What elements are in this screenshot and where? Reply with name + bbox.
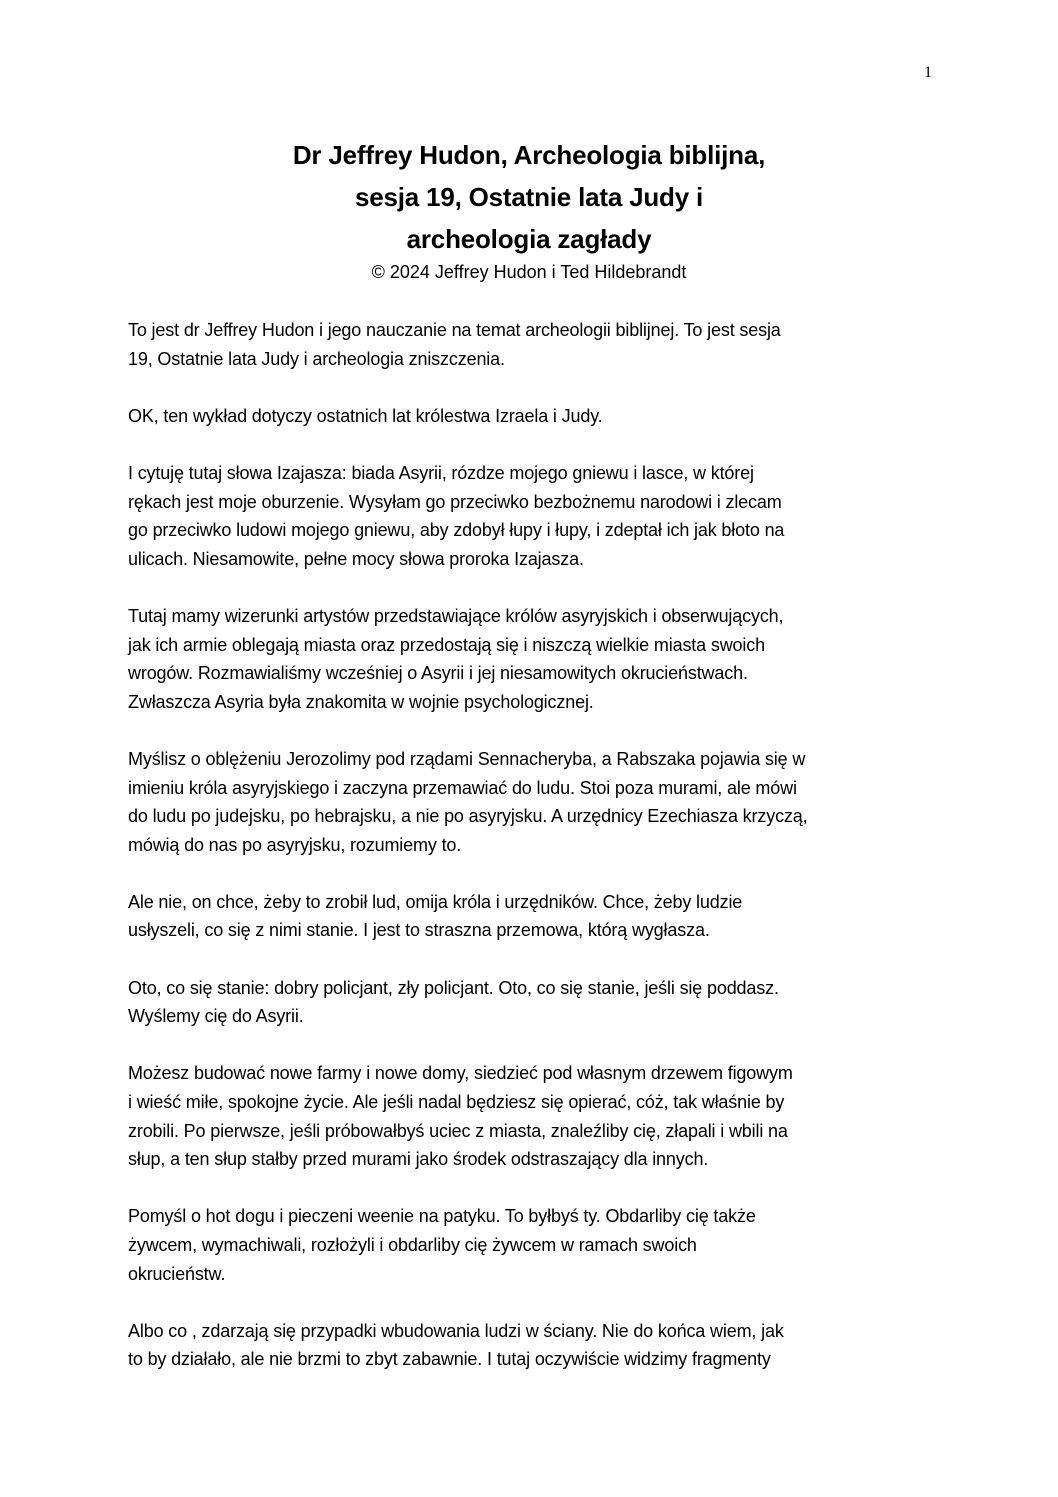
text-line: To jest dr Jeffrey Hudon i jego nauczanie na temat archeologii biblijnej. To jest sesja xyxy=(128,320,781,340)
text-line: 19, Ostatnie lata Judy i archeologia zniszczenia. xyxy=(128,348,505,369)
text-line: Albo co , zdarzają się przypadki wbudowania ludzi w ściany. Nie do końca wiem, jak xyxy=(128,1320,784,1341)
text-line: to by działało, ale nie brzmi to zbyt zabawnie. I tutaj oczywiście widzimy fragmenty xyxy=(128,1349,771,1370)
page-number: 1 xyxy=(924,64,932,81)
text-line: Pomyśl o hot dogu i pieczeni weenie na patyku. To byłbyś ty. Obdarliby cię także xyxy=(128,1206,756,1227)
title-line: archeologia zagłady xyxy=(406,224,652,254)
text-line: imieniu króla asyryjskiego i zaczyna przemawiać do ludu. Stoi poza murami, ale mówi xyxy=(128,777,797,798)
paragraph xyxy=(128,602,928,716)
text-line: Wyślemy cię do Asyrii. xyxy=(128,1006,304,1027)
paragraph xyxy=(128,745,928,859)
text-line: Ale nie, on chce, żeby to zrobił lud, omija króla i urzędników. Chce, żeby ludzie xyxy=(128,891,743,912)
text-line: usłyszeli, co się z nimi stanie. I jest to straszna przemowa, którą wygłasza. xyxy=(128,920,710,941)
text-line: ulicach. Niesamowite, pełne mocy słowa proroka Izajasza. xyxy=(128,548,584,569)
paragraph xyxy=(128,1317,928,1374)
text-line: wrogów. Rozmawialiśmy wcześniej o Asyrii i jej niesamowitych okrucieństwach. xyxy=(128,663,748,684)
text-line: Możesz budować nowe farmy i nowe domy, siedzieć pod własnym drzewem figowym xyxy=(128,1063,793,1084)
copyright-notice: © 2024 Jeffrey Hudon i Ted Hildebrandt xyxy=(371,262,687,282)
text-line: rękach jest moje oburzenie. Wysyłam go przeciwko bezbożnemu narodowi i zlecam xyxy=(128,491,782,512)
text-line: słup, a ten słup stałby przed murami jako środek odstraszający dla innych. xyxy=(128,1149,709,1170)
text-line: zrobili. Po pierwsze, jeśli próbowałbyś uciec z miasta, znaleźliby cię, złapali i wbili na xyxy=(128,1120,788,1141)
text-line: jak ich armie oblegają miasta oraz przedostają się i niszczą wielkie miasta swoich xyxy=(128,634,765,655)
text-line: I cytuję tutaj słowa Izajasza: biada Asyrii, rózdze mojego gniewu i lasce, w której xyxy=(128,462,754,483)
text-line: mówią do nas po asyryjsku, rozumiemy to. xyxy=(128,834,462,855)
body-text xyxy=(128,316,928,1403)
text-line: żywcem, wymachiwali, rozłożyli i obdarliby cię żywcem w ramach swoich xyxy=(128,1235,697,1255)
document-title xyxy=(0,134,1058,260)
text-line: Myślisz o oblężeniu Jerozolimy pod rządami Sennacheryba, a Rabszaka pojawia się w xyxy=(128,748,806,769)
paragraph xyxy=(128,888,928,945)
text-line: OK, ten wykład dotyczy ostatnich lat królestwa Izraela i Judy. xyxy=(128,405,603,426)
title-line: Dr Jeffrey Hudon, Archeologia biblijna, xyxy=(292,140,766,170)
text-line: go przeciwko ludowi mojego gniewu, aby zdobył łupy i łupy, i zdeptał ich jak błoto na xyxy=(128,520,785,541)
paragraph xyxy=(128,402,928,431)
text-line: i wieść miłe, spokojne życie. Ale jeśli nadal będziesz się opierać, cóż, tak właśnie by xyxy=(128,1092,785,1113)
paragraph xyxy=(128,316,928,373)
text-line: Tutaj mamy wizerunki artystów przedstawiające królów asyryjskich i obserwujących, xyxy=(128,605,784,626)
title-line: sesja 19, Ostatnie lata Judy i xyxy=(354,182,704,212)
paragraph xyxy=(128,974,928,1031)
text-line: do ludu po judejsku, po hebrajsku, a nie po asyryjsku. A urzędnicy Ezechiasza krzyczą, xyxy=(128,806,808,827)
text-line: Zwłaszcza Asyria była znakomita w wojnie psychologicznej. xyxy=(128,691,594,712)
text-line: okrucieństw. xyxy=(128,1263,226,1284)
paragraph xyxy=(128,1202,928,1288)
paragraph xyxy=(128,459,928,573)
paragraph xyxy=(128,1059,928,1173)
text-line: Oto, co się stanie: dobry policjant, zły policjant. Oto, co się stanie, jeśli się poddasz. xyxy=(128,977,779,998)
